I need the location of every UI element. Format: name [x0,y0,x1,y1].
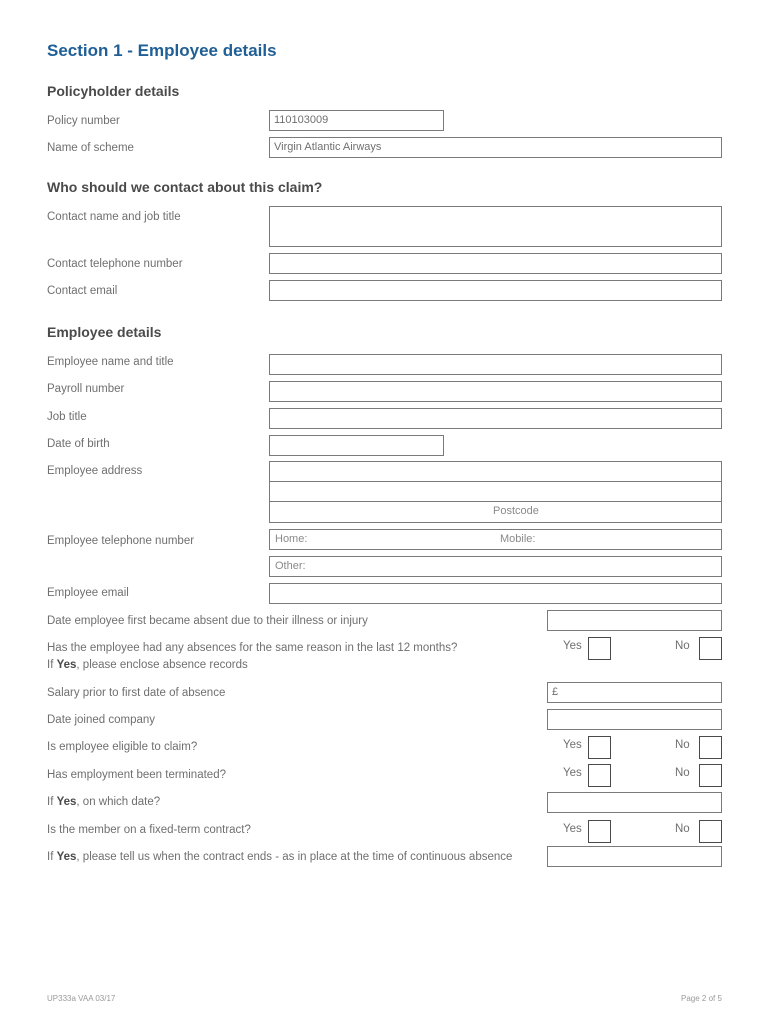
section-title: Section 1 - Employee details [47,41,277,60]
contract-end-field[interactable] [547,846,722,867]
contact-phone-field[interactable] [269,253,722,274]
policy-number-label: Policy number [47,115,120,127]
employee-email-field[interactable] [269,583,722,604]
address-line-1[interactable] [269,461,722,482]
policyholder-heading: Policyholder details [47,83,180,99]
payroll-field[interactable] [269,381,722,402]
absences-note: If Yes, please enclose absence records [47,659,248,671]
salary-field[interactable]: £ [547,682,722,703]
form-reference: UP333a VAA 03/17 [47,994,116,1003]
absences-yes-checkbox[interactable] [588,637,611,660]
fixed-term-question: Is the member on a fixed-term contract? [47,824,251,836]
joined-field[interactable] [547,709,722,730]
page-number: Page 2 of 5 [681,994,722,1003]
payroll-label: Payroll number [47,383,125,395]
fixed-yes-label: Yes [563,823,582,835]
postcode-label: Postcode [493,505,539,517]
dob-field[interactable] [269,435,444,456]
eligible-question: Is employee eligible to claim? [47,741,198,753]
mobile-phone-label: Mobile: [500,533,536,545]
eligible-yes-checkbox[interactable] [588,736,611,759]
contract-end-label: If Yes, please tell us when the contract ends - as in place at the time of continuous absence [47,851,513,863]
home-phone-label: Home: [275,533,308,545]
other-phone-label: Other: [275,560,306,572]
scheme-label: Name of scheme [47,142,134,154]
absences-no-checkbox[interactable] [699,637,722,660]
dob-label: Date of birth [47,438,110,450]
contact-phone-label: Contact telephone number [47,258,183,270]
other-phone-field[interactable] [269,556,722,577]
fixed-yes-checkbox[interactable] [588,820,611,843]
address-postcode-row[interactable] [269,501,722,523]
scheme-field[interactable]: Virgin Atlantic Airways [269,137,722,158]
contact-name-label: Contact name and job title [47,211,181,223]
terminated-yes-label: Yes [563,767,582,779]
employee-name-field[interactable] [269,354,722,375]
address-line-2[interactable] [269,481,722,502]
contact-email-label: Contact email [47,285,118,297]
terminated-date-label: If Yes, on which date? [47,796,161,808]
fixed-no-checkbox[interactable] [699,820,722,843]
absent-date-label: Date employee first became absent due to their illness or injury [47,615,368,627]
absences-question: Has the employee had any absences for the same reason in the last 12 months? [47,642,458,654]
eligible-no-label: No [675,739,690,751]
policy-number-field[interactable]: 110103009 [269,110,444,131]
employee-name-label: Employee name and title [47,356,174,368]
contact-heading: Who should we contact about this claim? [47,179,323,195]
contact-name-field[interactable] [269,206,722,247]
employee-email-label: Employee email [47,587,129,599]
eligible-yes-label: Yes [563,739,582,751]
joined-label: Date joined company [47,714,156,726]
employee-phone-label: Employee telephone number [47,535,195,547]
absences-yes-label: Yes [563,640,582,652]
eligible-no-checkbox[interactable] [699,736,722,759]
employee-phone-field[interactable] [269,529,722,550]
job-title-field[interactable] [269,408,722,429]
absent-date-field[interactable] [547,610,722,631]
terminated-no-checkbox[interactable] [699,764,722,787]
terminated-yes-checkbox[interactable] [588,764,611,787]
employee-heading: Employee details [47,324,162,340]
address-label: Employee address [47,465,143,477]
job-title-label: Job title [47,411,87,423]
terminated-no-label: No [675,767,690,779]
terminated-question: Has employment been terminated? [47,769,226,781]
terminated-date-field[interactable] [547,792,722,813]
fixed-no-label: No [675,823,690,835]
salary-label: Salary prior to first date of absence [47,687,226,699]
contact-email-field[interactable] [269,280,722,301]
absences-no-label: No [675,640,690,652]
